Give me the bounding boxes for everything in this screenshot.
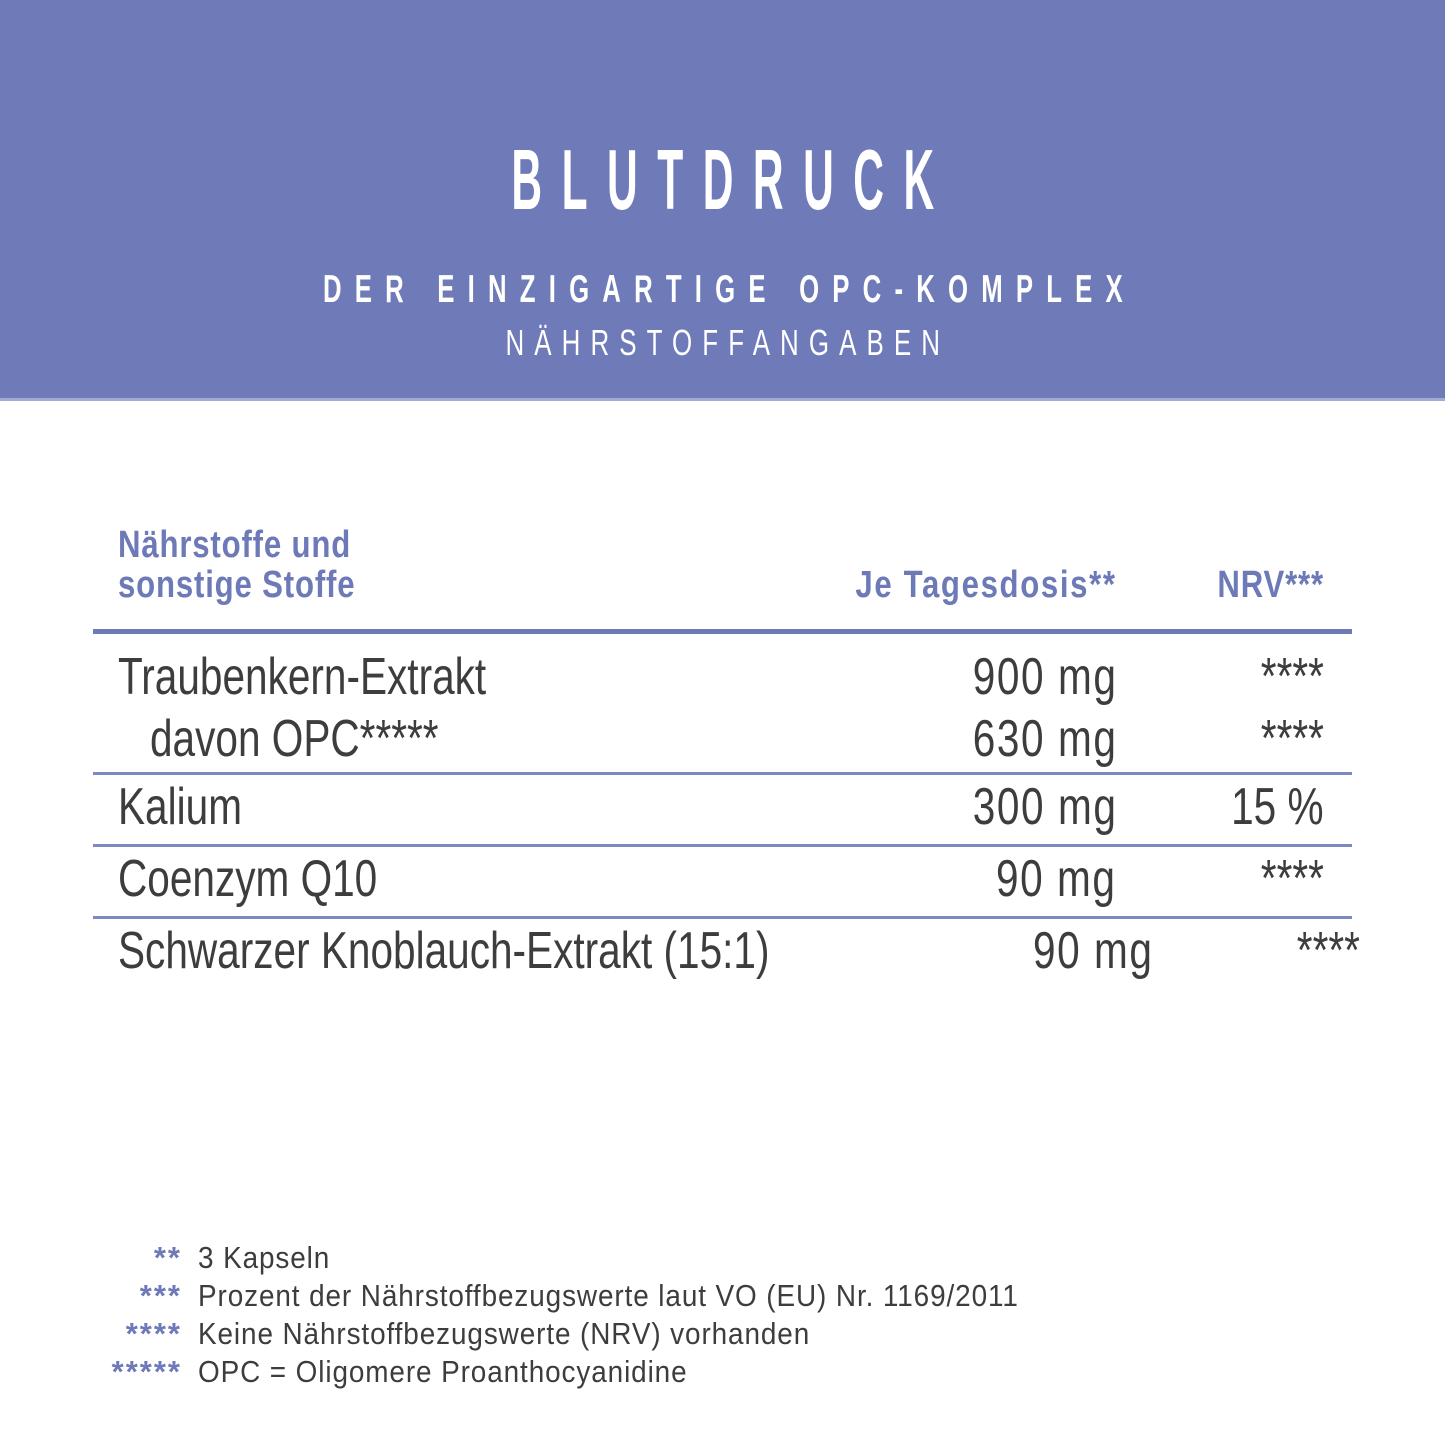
table-group-kalium — [93, 775, 1352, 847]
footnote-keine-nrv — [75, 1315, 1445, 1353]
footnote-nrv-prozent — [75, 1277, 1445, 1315]
row-nrv: **** — [1297, 922, 1361, 980]
footnote-marker: *** — [139, 1278, 182, 1313]
row-dose: 90 mg — [1032, 922, 1154, 980]
row-dose: 300 mg — [972, 778, 1117, 836]
table-row — [93, 778, 1352, 836]
nutrient-table-header — [93, 525, 1352, 634]
footnote-text: OPC = Oligomere Proanthocyanidine — [198, 1354, 688, 1389]
column-header-dose: Je Tagesdosis** — [855, 564, 1117, 606]
header-banner — [0, 0, 1445, 401]
section-tagline — [0, 322, 1445, 369]
footnote-marker: **** — [125, 1316, 182, 1351]
row-nrv: **** — [1260, 850, 1324, 908]
column-header-nutrient-line2: sonstige Stoffe — [118, 564, 356, 606]
product-title — [0, 0, 1445, 247]
nutrient-table — [93, 524, 1361, 980]
row-dose: 90 mg — [996, 850, 1117, 908]
column-header-nutrient-line1: Nährstoffe und — [118, 524, 352, 566]
table-group-knoblauch — [93, 919, 1361, 980]
row-label: Traubenkern-Extrakt — [118, 648, 487, 706]
footnote-marker: ***** — [111, 1354, 182, 1389]
row-label: Coenzym Q10 — [118, 850, 378, 908]
footnote-text: Keine Nährstoffbezugswerte (NRV) vorhanden — [198, 1316, 811, 1351]
footnote-kapseln — [75, 1239, 1445, 1277]
row-label: Kalium — [118, 778, 242, 836]
product-subtitle-text: DER EINZIGARTIGE OPC-KOMPLEX — [322, 268, 1136, 311]
product-subtitle — [0, 270, 1445, 317]
row-dose: 630 mg — [972, 710, 1117, 768]
row-dose: 900 mg — [972, 648, 1117, 706]
table-row — [93, 850, 1352, 908]
row-nrv: **** — [1260, 710, 1324, 768]
footnotes — [75, 1239, 1445, 1391]
footnote-text: Prozent der Nährstoffbezugswerte laut VO (EU) Nr. 1169/2011 — [198, 1278, 1019, 1313]
column-header-nrv: NRV*** — [1217, 564, 1324, 606]
footnote-text: 3 Kapseln — [198, 1240, 331, 1275]
section-tagline-text: NÄHRSTOFFANGABEN — [505, 322, 950, 363]
row-nrv: **** — [1260, 648, 1324, 706]
row-label: davon OPC***** — [150, 710, 439, 768]
row-nrv: 15 % — [1231, 778, 1324, 836]
row-label: Schwarzer Knoblauch-Extrakt (15:1) — [118, 922, 770, 980]
footnote-opc — [75, 1353, 1445, 1391]
table-row — [93, 708, 1352, 770]
table-row — [93, 922, 1361, 980]
table-group-coenzym — [93, 847, 1352, 919]
table-row — [93, 646, 1352, 708]
column-header-nutrient — [93, 525, 798, 605]
footnote-marker: ** — [153, 1240, 182, 1275]
product-title-text: BLUTDRUCK — [511, 133, 954, 228]
table-group-traubenkern — [93, 634, 1352, 775]
